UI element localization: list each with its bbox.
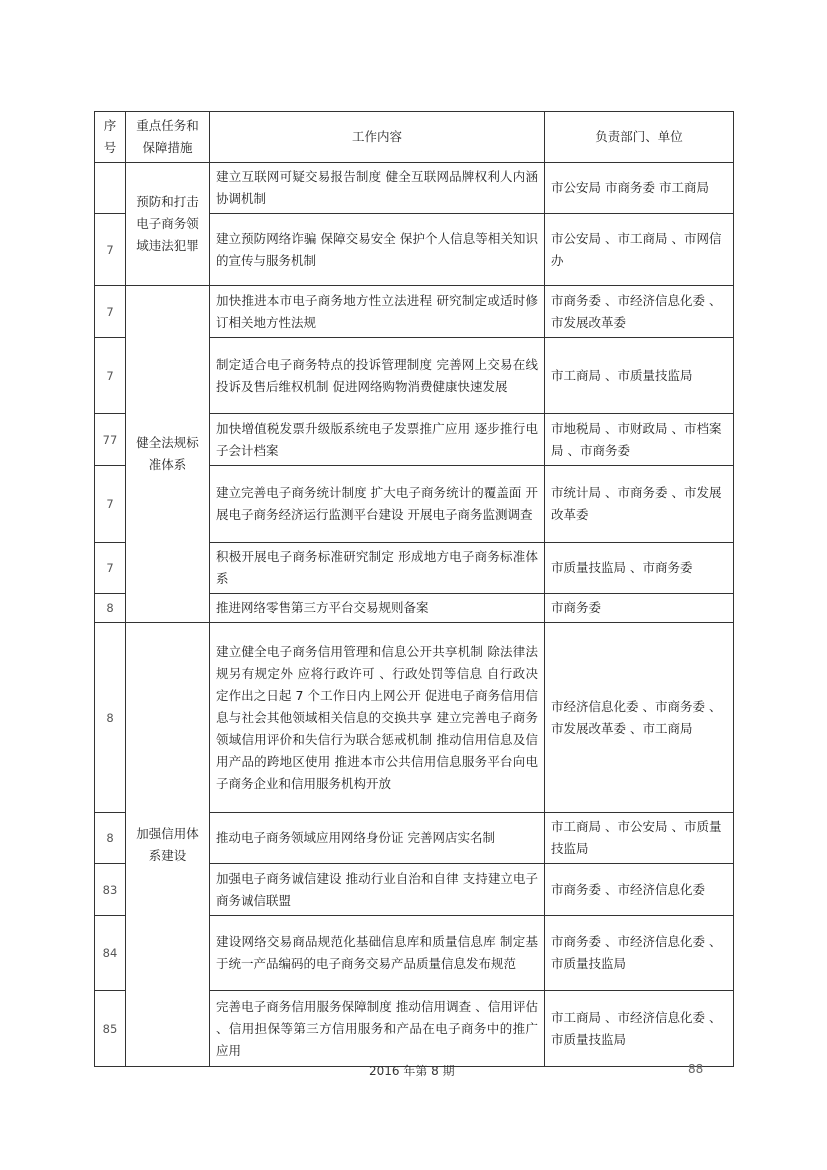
dept-cell: 市工商局 、市质量技监局 <box>545 338 734 414</box>
dept-cell: 市地税局 、市财政局 、市档案局 、市商务委 <box>545 414 734 466</box>
work-cell: 积极开展电子商务标准研究制定 形成地方电子商务标准体系 <box>210 543 545 594</box>
row-no: 83 <box>95 864 126 916</box>
dept-cell: 市经济信息化委 、市商务委 、市发展改革委 、市工商局 <box>545 623 734 813</box>
row-no: 7 <box>95 214 126 286</box>
task-table <box>94 111 734 1067</box>
row-no: 84 <box>95 916 126 991</box>
dept-cell: 市公安局 市商务委 市工商局 <box>545 163 734 214</box>
work-cell: 加快推进本市电子商务地方性立法进程 研究制定或适时修订相关地方性法规 <box>210 286 545 338</box>
table-row <box>95 163 734 214</box>
row-no: 7 <box>95 543 126 594</box>
dept-cell: 市商务委 <box>545 594 734 623</box>
dept-cell: 市公安局 、市工商局 、市网信办 <box>545 214 734 286</box>
dept-cell: 市质量技监局 、市商务委 <box>545 543 734 594</box>
header-dept: 负责部门、单位 <box>545 112 734 163</box>
dept-cell: 市统计局 、市商务委 、市发展改革委 <box>545 466 734 543</box>
work-cell: 建立互联网可疑交易报告制度 健全互联网品牌权利人内涵协调机制 <box>210 163 545 214</box>
dept-cell: 市工商局 、市经济信息化委 、市质量技监局 <box>545 991 734 1067</box>
row-no: 7 <box>95 286 126 338</box>
work-cell: 建设网络交易商品规范化基础信息库和质量信息库 制定基于统一产品编码的电子商务交易产品质量信息发布规范 <box>210 916 545 991</box>
issue-label: 2016 年第 8 期 <box>369 1064 455 1078</box>
work-cell: 制定适合电子商务特点的投诉管理制度 完善网上交易在线投诉及售后维权机制 促进网络购物消费健康快速发展 <box>210 338 545 414</box>
work-cell: 加快增值税发票升级版系统电子发票推广应用 逐步推行电子会计档案 <box>210 414 545 466</box>
dept-cell: 市商务委 、市经济信息化委 、市发展改革委 <box>545 286 734 338</box>
work-cell: 建立健全电子商务信用管理和信息公开共享机制 除法律法规另有规定外 应将行政许可 、行政处罚等信息 自行政决定作出之日起 7 个工作日内上网公开 促进电子商务信用信息与社会其他领域相关信息的交换共享 建立完善电子商务领域信用评价和失信行为联合惩戒机制 推动信用信息及信用产品的跨地区使用 推进本市公共信用信息服务平台向电子商务企业和信用服务机构开放 <box>210 623 545 813</box>
header-no: 序号 <box>95 112 126 163</box>
row-no: 7 <box>95 338 126 414</box>
category-cell: 加强信用体系建设 <box>126 623 210 1067</box>
work-cell: 推动电子商务领域应用网络身份证 完善网店实名制 <box>210 813 545 864</box>
work-cell: 完善电子商务信用服务保障制度 推动信用调查 、信用评估 、信用担保等第三方信用服务和产品在电子商务中的推广应用 <box>210 991 545 1067</box>
category-cell: 预防和打击电子商务领域违法犯罪 <box>126 163 210 286</box>
header-work: 工作内容 <box>210 112 545 163</box>
work-cell: 加强电子商务诚信建设 推动行业自治和自律 支持建立电子商务诚信联盟 <box>210 864 545 916</box>
header-category: 重点任务和保障措施 <box>126 112 210 163</box>
row-no <box>95 163 126 214</box>
dept-cell: 市工商局 、市公安局 、市质量技监局 <box>545 813 734 864</box>
row-no: 8 <box>95 623 126 813</box>
table-row <box>95 623 734 813</box>
table-header-row <box>95 112 734 163</box>
row-no: 7 <box>95 466 126 543</box>
row-no: 8 <box>95 813 126 864</box>
work-cell: 建立预防网络诈骗 保障交易安全 保护个人信息等相关知识的宣传与服务机制 <box>210 214 545 286</box>
page-number: 88 <box>688 1062 704 1076</box>
dept-cell: 市商务委 、市经济信息化委 、市质量技监局 <box>545 916 734 991</box>
row-no: 8 <box>95 594 126 623</box>
work-cell: 建立完善电子商务统计制度 扩大电子商务统计的覆盖面 开展电子商务经济运行监测平台建设 开展电子商务监测调查 <box>210 466 545 543</box>
dept-cell: 市商务委 、市经济信息化委 <box>545 864 734 916</box>
row-no: 85 <box>95 991 126 1067</box>
row-no: 77 <box>95 414 126 466</box>
category-cell: 健全法规标准体系 <box>126 286 210 623</box>
table-row <box>95 286 734 338</box>
work-cell: 推进网络零售第三方平台交易规则备案 <box>210 594 545 623</box>
